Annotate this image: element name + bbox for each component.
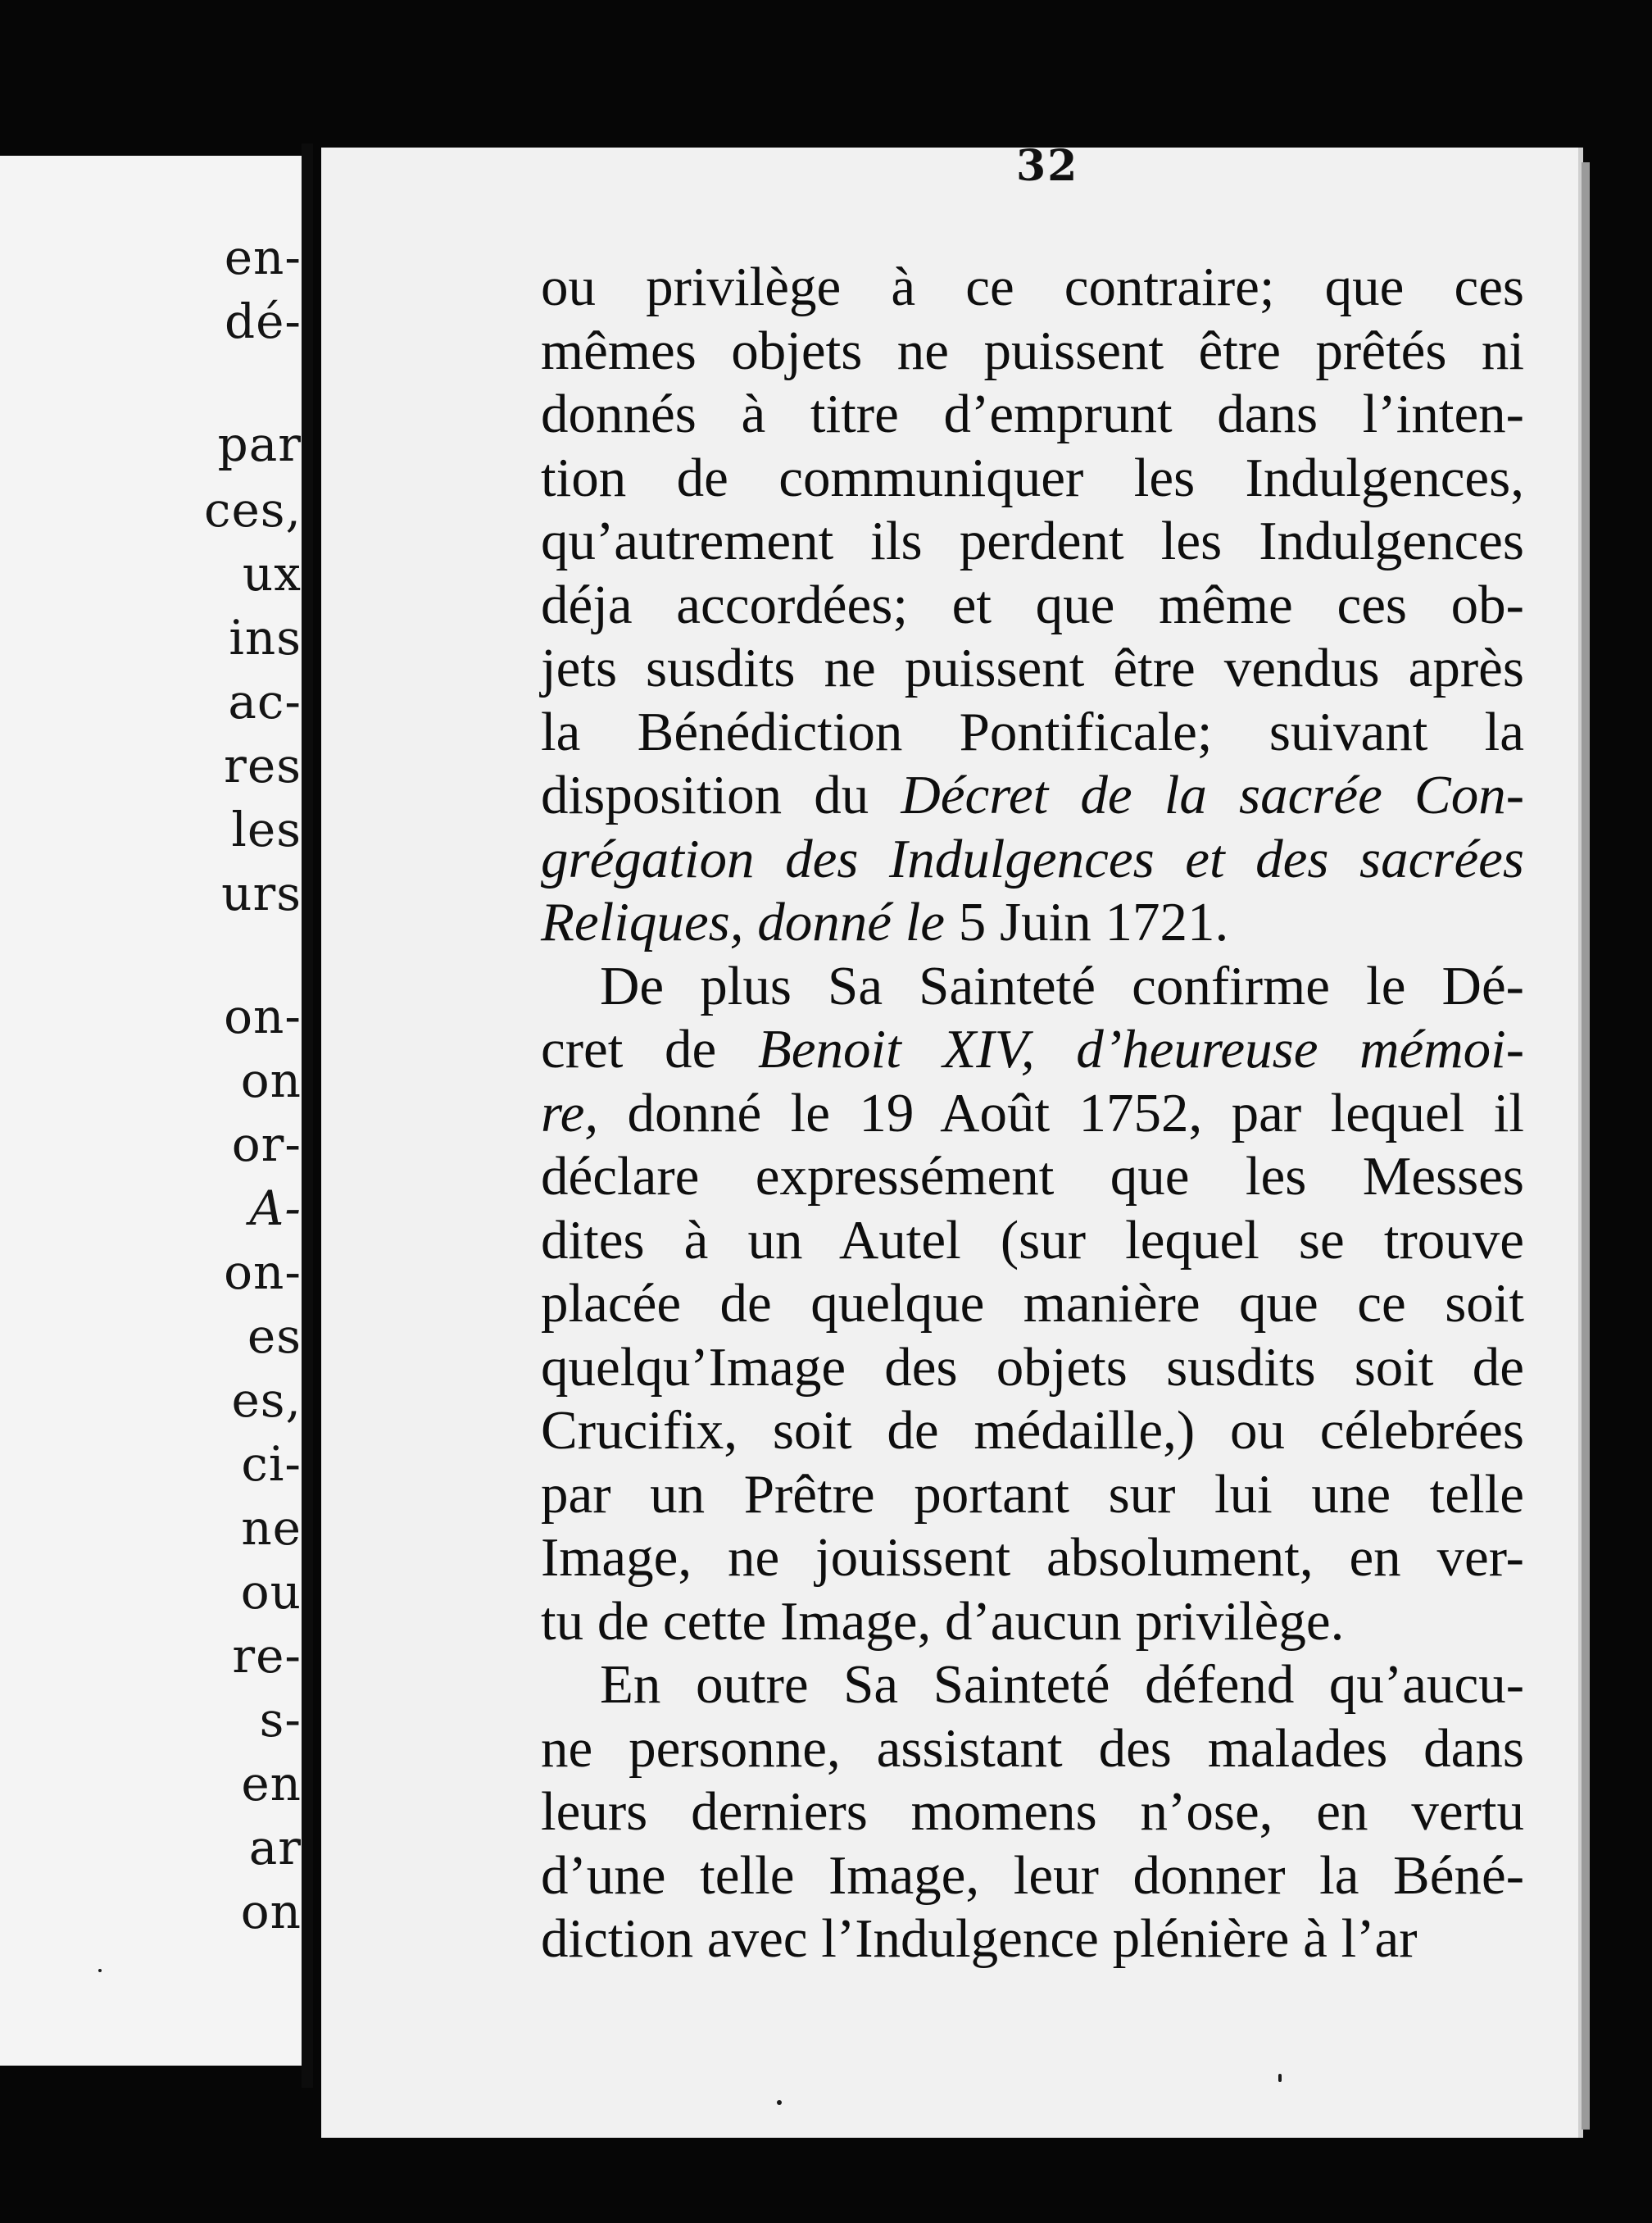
left-fragment: ar bbox=[248, 1820, 302, 1875]
text-line: dites à un Autel (sur lequel se trouve bbox=[541, 1209, 1524, 1271]
text-line: tion de communiquer les Indulgences, bbox=[541, 447, 1524, 508]
left-fragment: es bbox=[247, 1308, 302, 1364]
text-line: En outre Sa Sainteté défend qu’aucu- bbox=[600, 1654, 1524, 1715]
left-fragment: ins bbox=[229, 610, 302, 666]
left-fragment: ux bbox=[242, 546, 302, 602]
left-fragment: res bbox=[224, 738, 302, 793]
text-line: quelqu’Image des objets susdits soit de bbox=[541, 1336, 1524, 1398]
text-line: Reliques, donné le 5 Juin 1721. bbox=[541, 892, 1229, 952]
left-fragment: on- bbox=[224, 989, 302, 1044]
paper-speck bbox=[777, 2100, 782, 2105]
left-fragment: ces, bbox=[203, 482, 302, 538]
left-fragment: ci- bbox=[241, 1436, 302, 1492]
text-line: disposition du Décret de la sacrée Con- bbox=[541, 765, 1525, 825]
left-fragment: par bbox=[217, 416, 302, 472]
text-line: ou privilège à ce contraire; que ces bbox=[541, 257, 1524, 317]
page-edge-shadow bbox=[1582, 162, 1590, 2130]
text-line: déja accordées; et que même ces ob- bbox=[541, 574, 1524, 635]
left-fragment: en bbox=[241, 1756, 302, 1812]
left-fragment: re- bbox=[232, 1628, 302, 1684]
left-fragment: or- bbox=[231, 1116, 302, 1172]
text-line: placée de quelque manière que ce soit bbox=[541, 1273, 1524, 1334]
text-line: Image, ne jouissent absolument, en ver- bbox=[541, 1527, 1524, 1588]
text-line: la Bénédiction Pontificale; suivant la bbox=[541, 701, 1524, 762]
text-line: diction avec l’Indulgence plénière à l’ar bbox=[541, 1908, 1418, 1969]
left-fragment: es, bbox=[231, 1372, 302, 1428]
left-fragment: on bbox=[240, 1884, 302, 1939]
left-page bbox=[0, 156, 311, 2066]
text-line: d’une telle Image, leur donner la Béné- bbox=[541, 1844, 1524, 1906]
text-line: Crucifix, soit de médaille,) ou célebrées bbox=[541, 1400, 1524, 1461]
text-line: tu de cette Image, d’aucun privilège. bbox=[541, 1590, 1345, 1652]
left-fragment: les bbox=[231, 802, 302, 857]
left-fragment: A- bbox=[249, 1180, 302, 1236]
paper-speck bbox=[1278, 2074, 1282, 2082]
left-fragment: s- bbox=[259, 1692, 302, 1748]
text-line: donnés à titre d’emprunt dans l’inten- bbox=[541, 384, 1524, 444]
page-number: 32 bbox=[1016, 141, 1079, 191]
text-line: déclare expressément que les Messes bbox=[541, 1146, 1524, 1207]
left-fragment: ac- bbox=[228, 674, 302, 730]
book-gutter bbox=[302, 143, 313, 2088]
text-line: ne personne, assistant des malades dans bbox=[541, 1717, 1524, 1779]
text-line: cret de Benoit XIV, d’heureuse mémoi- bbox=[541, 1019, 1525, 1080]
text-line: qu’autrement ils perdent les Indulgences bbox=[541, 511, 1524, 571]
left-fragment: ne bbox=[241, 1500, 302, 1556]
text-line: De plus Sa Sainteté confirme le Dé- bbox=[600, 955, 1524, 1016]
body-text bbox=[541, 256, 1524, 1971]
left-fragment: dé- bbox=[224, 293, 302, 349]
text-line: grégation des Indulgences et des sacrées bbox=[541, 828, 1524, 889]
left-fragment: ou bbox=[240, 1564, 302, 1620]
text-line: mêmes objets ne puissent être prêtés ni bbox=[541, 320, 1524, 381]
left-fragment: urs bbox=[221, 866, 302, 921]
left-fragment: on bbox=[240, 1052, 302, 1108]
text-line: jets susdits ne puissent être vendus après bbox=[541, 638, 1524, 698]
text-line: leurs derniers momens n’ose, en vertu bbox=[541, 1781, 1524, 1842]
left-page-text-fragments bbox=[0, 156, 311, 2066]
paper-speck bbox=[98, 1969, 102, 1972]
left-fragment: on- bbox=[224, 1244, 302, 1300]
text-line: re, donné le 19 Août 1752, par lequel il bbox=[541, 1082, 1524, 1143]
text-line: par un Prêtre portant sur lui une telle bbox=[541, 1463, 1524, 1525]
left-fragment: en- bbox=[224, 230, 302, 285]
